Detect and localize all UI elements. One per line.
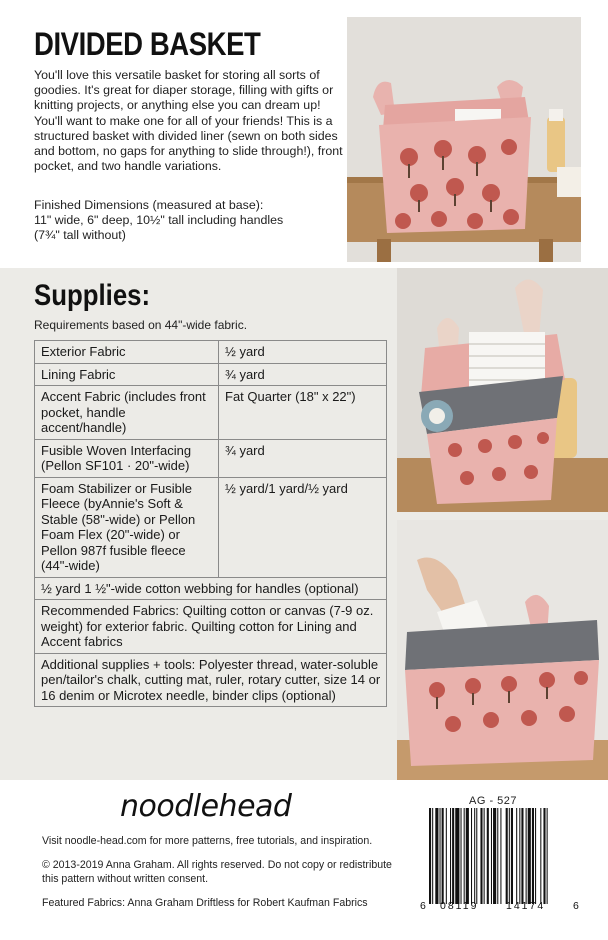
barcode-bar xyxy=(506,808,508,904)
basket-illustration xyxy=(397,268,608,512)
barcode-bar xyxy=(509,808,510,904)
barcode-digit-left: 08119 xyxy=(440,900,479,912)
dims-label: Finished Dimensions (measured at base): xyxy=(34,198,264,212)
barcode-bar xyxy=(442,808,444,904)
supply-full-row: Additional supplies + tools: Polyester thread, water-soluble pen/tailor's chalk, cutting mat, ruler, rotary cutter, size 14 or 16 denim or Microtex needle, binder clips (optional) xyxy=(35,653,387,707)
barcode-bar xyxy=(511,808,513,904)
finished-dimensions xyxy=(34,198,344,244)
barcode-bar xyxy=(471,808,472,904)
barcode-bar xyxy=(474,808,475,904)
barcode-bar xyxy=(519,808,520,904)
supply-item: Lining Fabric xyxy=(35,363,219,386)
barcode-bar xyxy=(464,808,465,904)
noodlehead-logo xyxy=(118,786,298,828)
barcode-bar xyxy=(487,808,489,904)
barcode-bar xyxy=(461,808,462,904)
barcode-bar xyxy=(535,808,536,904)
table-row xyxy=(35,600,387,654)
supply-amount: Fat Quarter (18" x 22") xyxy=(219,386,387,440)
barcode-bar xyxy=(521,808,523,904)
barcode-bar xyxy=(532,808,534,904)
barcode-bar xyxy=(526,808,527,904)
page-title: DIVIDED BASKET xyxy=(34,26,261,62)
supplies-note: Requirements based on 44"-wide fabric. xyxy=(34,318,248,332)
barcode-bar xyxy=(476,808,477,904)
basket-photo-bottom xyxy=(397,520,608,780)
table-row xyxy=(35,439,387,477)
table-row xyxy=(35,653,387,707)
intro-paragraph: You'll love this versatile basket for storing all sorts of goodies. It's great for diaper storage, filling with gifts or knitting projects, or anything else you can dream up! You'll want to make one for all of your friends! This is a structured basket with divided liner (sewn on both sides and bottom, no gaps for anything to slide through!), front pocket, and two handle variations. xyxy=(34,68,343,174)
barcode-bar xyxy=(480,808,482,904)
barcode-bar xyxy=(516,808,517,904)
barcode-bar xyxy=(429,808,431,904)
barcode-bar xyxy=(432,808,433,904)
table-row xyxy=(35,577,387,600)
barcode-bar xyxy=(540,808,541,904)
barcode-graphic xyxy=(427,808,577,908)
supply-amount: ¾ yard xyxy=(219,363,387,386)
table-row xyxy=(35,363,387,386)
barcode-bar xyxy=(455,808,459,904)
supply-item: Accent Fabric (includes front pocket, handle accent/handle) xyxy=(35,386,219,440)
visit-website-text: Visit noodle-head.com for more patterns, free tutorials, and inspiration. xyxy=(42,835,373,847)
barcode-bar xyxy=(528,808,531,904)
barcode-bar xyxy=(440,808,441,904)
supplies-table xyxy=(34,340,387,707)
barcode-bar xyxy=(500,808,501,904)
table-row xyxy=(35,386,387,440)
featured-fabrics-text: Featured Fabrics: Anna Graham Driftless for Robert Kaufman Fabrics xyxy=(42,897,368,909)
basket-photo-middle xyxy=(397,268,608,512)
barcode-bar xyxy=(497,808,498,904)
supply-item: Foam Stabilizer or Fusible Fleece (byAnnie's Soft & Stable (58"-wide) or Pellon Foam Flex (20"-wide) or Pellon 987f fusible fleece (44"-wide) xyxy=(35,477,219,577)
barcode-bar xyxy=(452,808,454,904)
barcode-bar xyxy=(547,808,548,904)
barcode-bar xyxy=(484,808,485,904)
barcode-digit-lead: 6 xyxy=(420,900,426,912)
barcode-bar xyxy=(435,808,438,904)
barcode-bar xyxy=(466,808,469,904)
barcode-digit-right: 14174 xyxy=(506,900,546,912)
table-row xyxy=(35,341,387,364)
barcode-bar xyxy=(493,808,496,904)
photo-divider xyxy=(397,512,608,520)
table-row xyxy=(35,477,387,577)
barcode-bar xyxy=(446,808,447,904)
supply-item: Exterior Fabric xyxy=(35,341,219,364)
basket-illustration xyxy=(397,520,608,780)
supply-amount: ½ yard xyxy=(219,341,387,364)
logo-text: noodlehead xyxy=(120,789,292,824)
dims-line-2: (7¾" tall without) xyxy=(34,228,126,243)
supply-full-row: ½ yard 1 ½"-wide cotton webbing for handles (optional) xyxy=(35,577,387,600)
supply-item: Fusible Woven Interfacing (Pellon SF101 · 20"-wide) xyxy=(35,439,219,477)
barcode-digit-check: 6 xyxy=(573,900,579,912)
basket-photo-top xyxy=(347,17,581,262)
supplies-title: Supplies: xyxy=(34,279,151,312)
barcode-bar xyxy=(450,808,451,904)
barcode-bar xyxy=(491,808,492,904)
supply-amount: ½ yard/1 yard/½ yard xyxy=(219,477,387,577)
barcode-bar xyxy=(543,808,545,904)
basket-illustration xyxy=(347,17,581,262)
copyright-text: © 2013-2019 Anna Graham. All rights reserved. Do not copy or redistribute this pattern without written consent. xyxy=(42,859,392,885)
sku-code: AG - 527 xyxy=(469,795,518,807)
dims-line-1: 11" wide, 6" deep, 10½" tall including handles xyxy=(34,213,284,228)
supply-full-row: Recommended Fabrics: Quilting cotton or canvas (7-9 oz. weight) for exterior fabric. Quilting cotton for Lining and Accent fabrics xyxy=(35,600,387,654)
supply-amount: ¾ yard xyxy=(219,439,387,477)
